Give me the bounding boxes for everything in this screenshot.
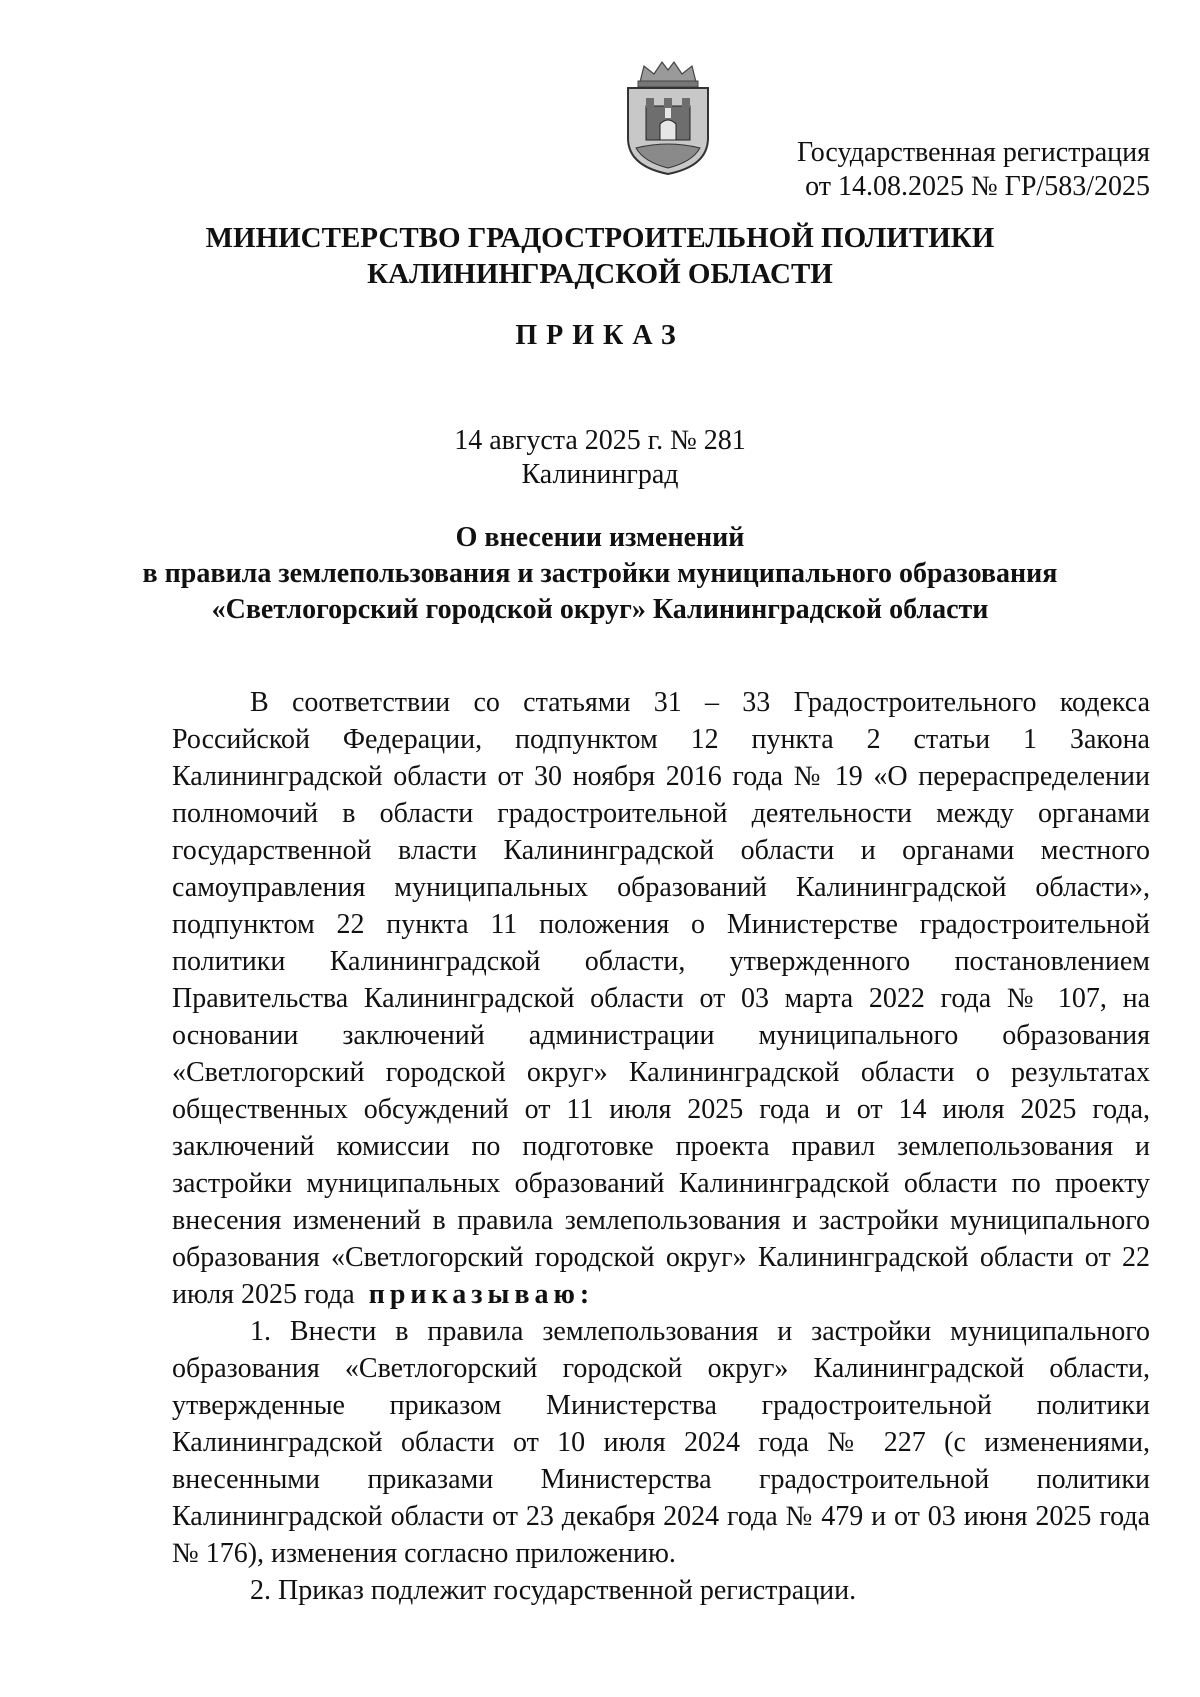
order-word: приказываю:: [368, 1279, 595, 1310]
preamble-paragraph: [172, 684, 1150, 1313]
order-city: Калининград: [521, 459, 679, 490]
registration-number: от 14.08.2025 № ГР/583/2025: [805, 171, 1150, 202]
order-date-number: 14 августа 2025 г. № 281: [454, 425, 746, 456]
ministry-name-line2: КАЛИНИНГРАДСКОЙ ОБЛАСТИ: [367, 258, 833, 290]
preamble-text: В соответствии со статьями 31 – 33 Градостроительного кодекса Российской Федерации, подпунктом 12 пункта 2 статьи 1 Закона Калининградской области от 30 ноября 2016 года № 19 «О перераспределении полномочий в области градостроительной деятельности между органами государственной власти Калининградской области и органами местного самоуправления муниципальных образований Калининградской области», подпунктом 22 пункта 11 положения о Министерстве градостроительной политики Калининградской области, утвержденного постановлением Правительства Калининградской области от 03 марта 2022 года № 107, на основании заключений администрации муниципального образования «Светлогорский городской округ» Калининградской области о результатах общественных обсуждений от 11 июля 2025 года и от 14 июля 2025 года, заключений комиссии по подготовке проекта правил землепользования и застройки муниципальных образований Калининградской области по проекту внесения изменений в правила землепользования и застройки муниципального образования «Светлогорский городской округ» Калининградской области от 22 июля 2025 года: [172, 687, 1150, 1310]
ministry-name: [100, 220, 1100, 292]
document-type-title: ПРИКАЗ: [515, 320, 685, 351]
coat-of-arms-icon: [618, 58, 718, 176]
order-item-2: 2. Приказ подлежит государственной регистрации.: [250, 1575, 857, 1606]
registration-stamp: [797, 136, 1150, 204]
order-subject-line1: О внесении изменений: [455, 522, 745, 553]
order-subject: [100, 520, 1100, 628]
order-date-block: [100, 424, 1100, 492]
order-subject-line2: в правила землепользования и застройки муниципального образования: [142, 558, 1058, 589]
order-item-1: 1. Внести в правила землепользования и застройки муниципального образования «Светлогорский городской округ» Калининградской области, утвержденные приказом Министерства градостроительной политики Калининградской области от 10 июля 2024 года № 227 (с изменениями, внесенными приказами Министерства градостроительной политики Калининградской области от 23 декабря 2024 года № 479 и от 03 июня 2025 года № 176), изменения согласно приложению.: [172, 1316, 1150, 1569]
registration-label: Государственная регистрация: [797, 137, 1150, 168]
order-subject-line3: «Светлогорский городской округ» Калининградской области: [211, 594, 989, 625]
ministry-name-line1: МИНИСТЕРСТВО ГРАДОСТРОИТЕЛЬНОЙ ПОЛИТИКИ: [205, 222, 995, 254]
order-body: [172, 684, 1150, 1609]
